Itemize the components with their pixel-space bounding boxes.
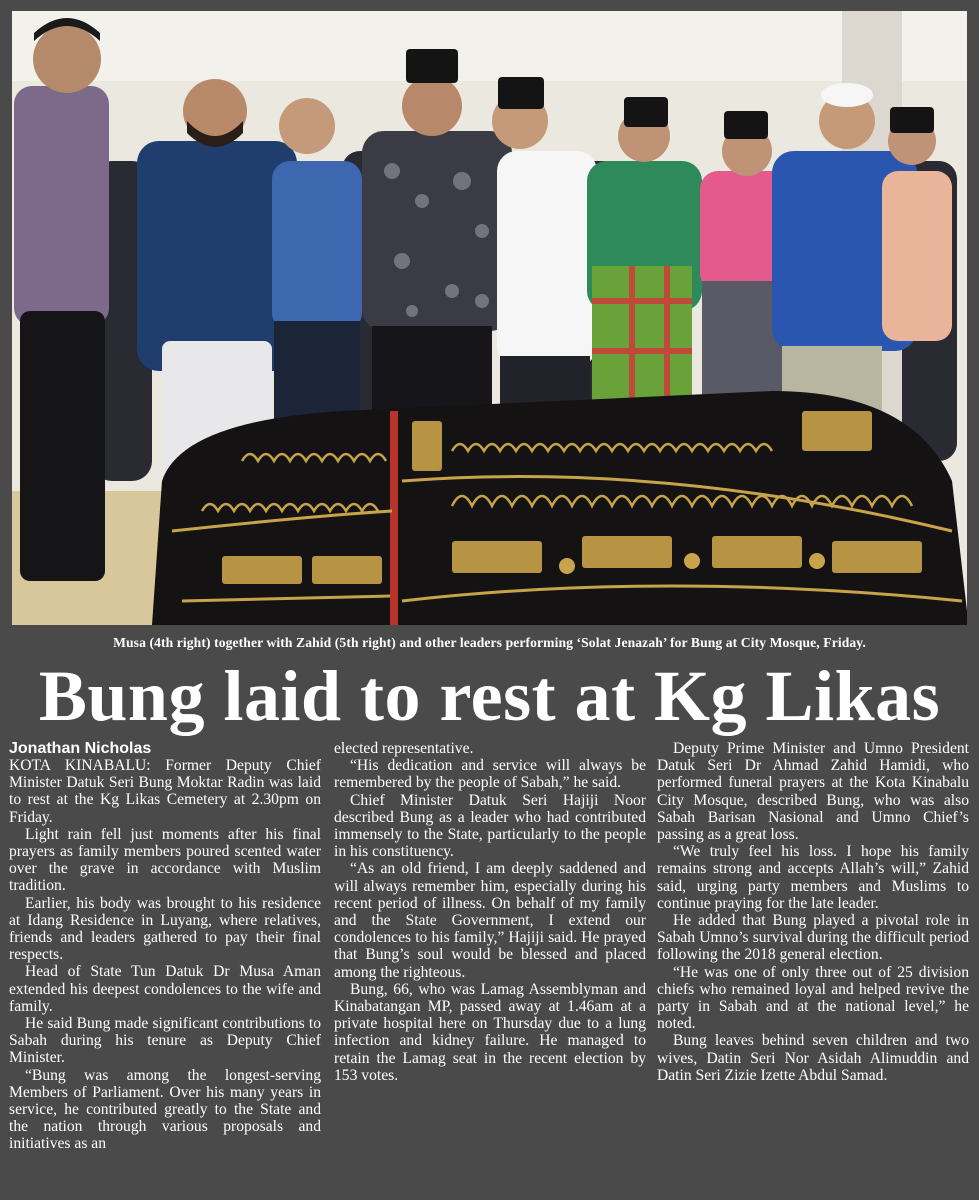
paragraph: “Bung was among the longest-serving Members of Parliament. Over his many years in service, he contributed greatly to the State and the nation through various proposals and initiatives as an [9, 1066, 321, 1153]
paragraph: Bung, 66, who was Lamag Assemblyman and Kinabatangan MP, passed away at 1.46am at a private hospital here on Thursday due to a lung infection and kidney failure. He managed to retain the Lamag seat in the recent election by 153 votes. [334, 980, 646, 1084]
paragraph: Deputy Prime Minister and Umno President Datuk Seri Dr Ahmad Zahid Hamidi, who performed funeral prayers at the Kota Kinabalu City Mosque, described Bung, who was also Sabah Barisan Nasional and Umno Chief’s passing as a great loss. [657, 740, 969, 844]
article-column-3 [657, 740, 969, 1084]
paragraph: KOTA KINABALU: Former Deputy Chief Minister Datuk Seri Bung Moktar Radin was laid to rest at the Kg Likas Cemetery at 2.30pm on Friday. [9, 757, 321, 826]
byline: Jonathan Nicholas [9, 740, 152, 757]
headline: Bung laid to rest at Kg Likas [38, 656, 941, 736]
funeral-prayer-illustration [12, 11, 967, 625]
paragraph: “As an old friend, I am deeply saddened and will always remember him, especially during his recent period of illness. On behalf of my family and the State Government, I extend our condolences to his family,” Hajiji said. He prayed that Bung’s soul would be blessed and placed among the righteous. [334, 860, 646, 981]
paragraph: He said Bung made significant contributions to Sabah during his tenure as Deputy Chief Minister. [9, 1015, 321, 1067]
paragraph: Bung leaves behind seven children and two wives, Datin Seri Nor Asidah Alimuddin and Datin Seri Zizie Izette Abdul Samad. [657, 1032, 969, 1084]
news-photo [12, 11, 967, 625]
article-column-2 [334, 740, 646, 1084]
paragraph: Light rain fell just moments after his final prayers as family members poured scented water over the grave in accordance with Muslim tradition. [9, 825, 321, 895]
paragraph: “His dedication and service will always be remembered by the people of Sabah,” he said. [334, 757, 646, 792]
paragraph: Chief Minister Datuk Seri Hajiji Noor described Bung as a leader who had contributed immensely to the State, particularly to the people in his constituency. [334, 791, 646, 861]
article-column-1 [9, 740, 321, 1153]
paragraph: elected representative. [334, 740, 474, 757]
paragraph: Earlier, his body was brought to his residence at Idang Residence in Luyang, where relatives, friends and leaders gathered to pay their final respects. [9, 894, 321, 964]
paragraph: “We truly feel his loss. I hope his family remains strong and accepts Allah’s will,” Zahid said, urging party members and Muslims to continue praying for the late leader. [657, 843, 969, 912]
paragraph: Head of State Tun Datuk Dr Musa Aman extended his deepest condolences to the wife and family. [9, 963, 321, 1015]
photo-caption: Musa (4th right) together with Zahid (5th right) and other leaders performing ‘Solat Jenazah’ for Bung at City Mosque, Friday. [113, 635, 866, 650]
paragraph: He added that Bung played a pivotal role in Sabah Umno’s survival during the difficult period following the 2018 general election. [657, 912, 969, 964]
paragraph: “He was one of only three out of 25 division chiefs who remained loyal and helped revive the party in Sabah and at the national level,” he noted. [657, 963, 969, 1033]
